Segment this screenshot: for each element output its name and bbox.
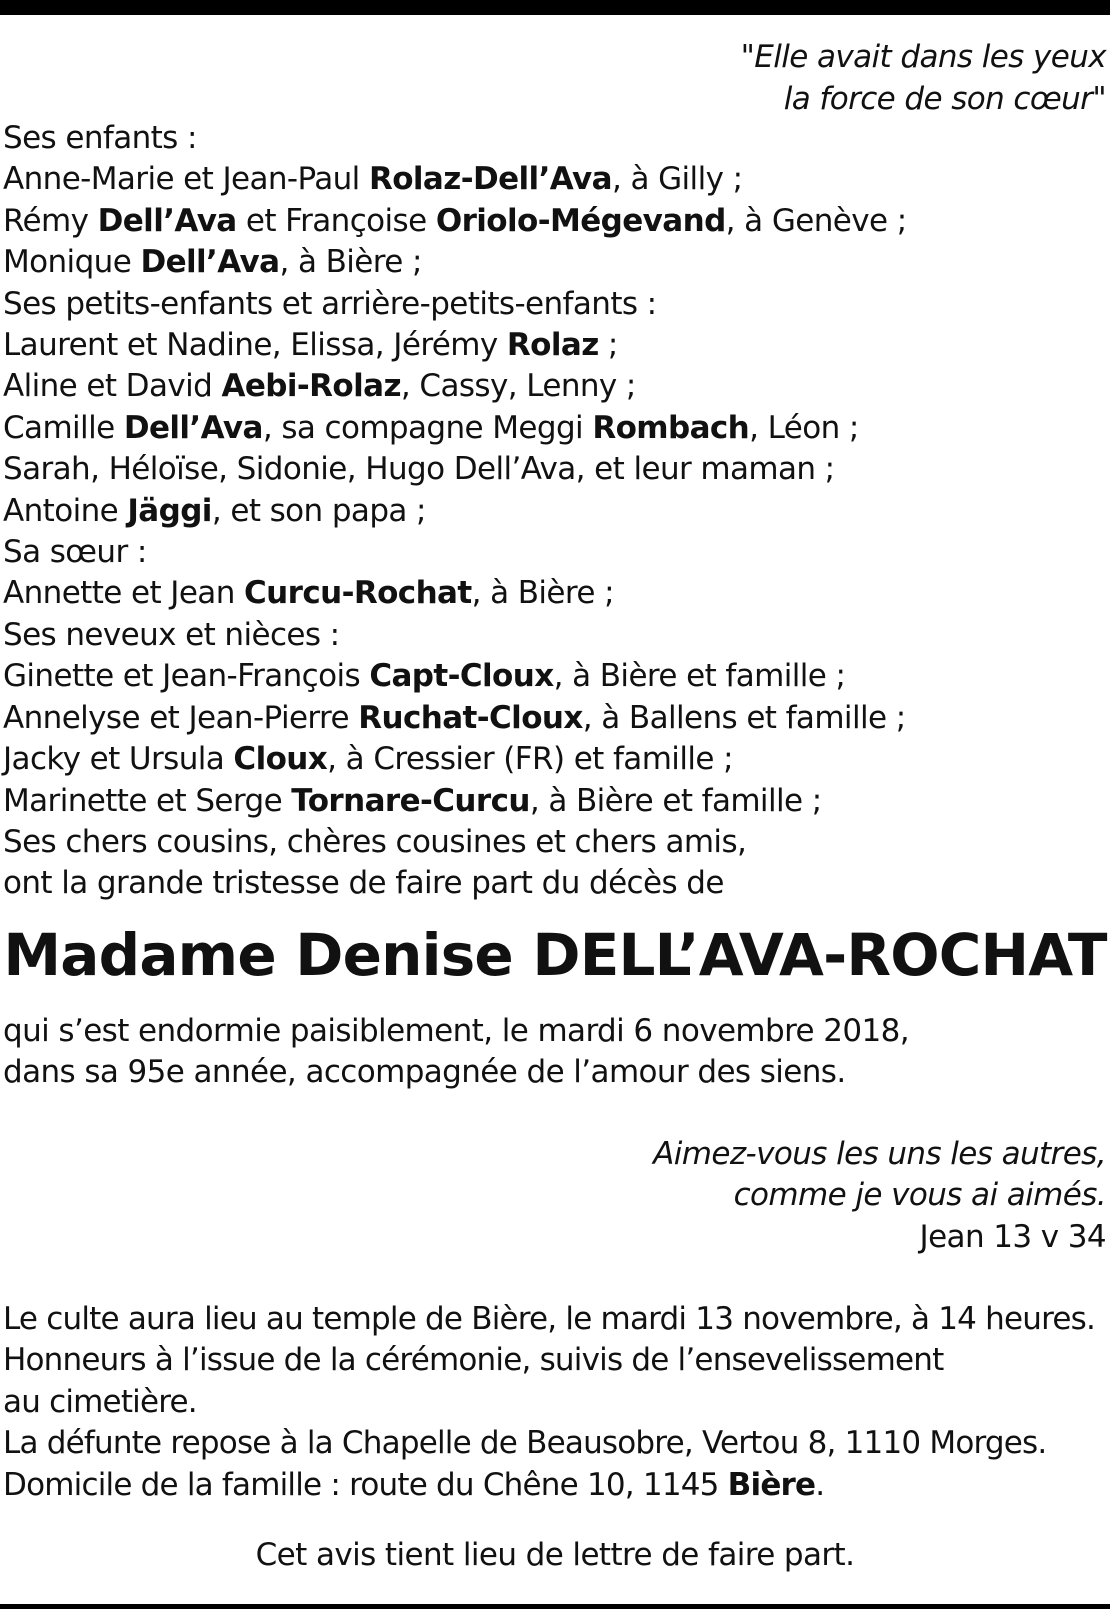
family-line [3,532,907,573]
family-surname: Capt-Cloux [369,658,554,695]
family-text: , et son papa ; [211,492,426,529]
family-text: Sa sœur : [3,534,147,571]
family-text: ont la grande tristesse de faire part du décès de [3,865,724,902]
family-list [3,118,907,905]
ceremony-line-1: Le culte aura lieu au temple de Bière, le mardi 13 novembre, à 14 heures. [3,1301,1096,1337]
ceremony-line-3: au cimetière. [3,1383,197,1420]
family-text: et Françoise [236,202,436,239]
closing-note: Cet avis tient lieu de lettre de faire part. [255,1537,855,1573]
family-text: Monique [3,244,141,281]
family-line [3,822,907,863]
epigraph-quote [741,36,1106,120]
ceremony-line-4: La défunte repose à la Chapelle de Beausobre, Vertou 8, 1110 Morges. [3,1425,1047,1462]
family-line [3,573,907,614]
family-text: Ses neveux et nièces : [3,616,340,653]
family-surname: Tornare-Curcu [291,782,530,819]
family-text: , Cassy, Lenny ; [400,368,636,405]
family-surname: Dell’Ava [97,202,237,239]
family-line [3,449,907,490]
family-text: , à Gilly ; [611,161,743,198]
family-text: Annelyse et Jean-Pierre [3,699,359,736]
family-line [3,491,907,532]
family-text: , à Bière et famille ; [529,782,822,819]
family-line [3,408,907,449]
passing-line-1: qui s’est endormie paisiblement, le mardi 6 novembre 2018, [3,1013,910,1049]
family-text: ; [598,327,618,364]
family-text: Marinette et Serge [3,782,292,819]
top-rule [0,0,1110,15]
family-text: Aline et David [3,368,222,405]
family-surname: Cloux [233,741,328,778]
domicile-town: Bière [727,1466,816,1503]
family-text: Ginette et Jean-François [3,658,370,695]
family-text: Ses chers cousins, chères cousines et chers amis, [3,823,747,860]
family-text: , à Genève ; [725,202,907,239]
family-line [3,201,907,242]
family-text: Jacky et Ursula [3,741,234,778]
domicile-text: Domicile de la famille : route du Chêne 10, 1145 [3,1466,728,1503]
passing-line-2: dans sa 95e année, accompagnée de l’amour des siens. [3,1054,846,1091]
family-text: , Léon ; [749,409,859,446]
family-text: , à Bière et famille ; [553,658,846,695]
family-surname: Rolaz-Dell’Ava [368,161,612,198]
verse-line-2: comme je vous ai aimés. [733,1177,1106,1214]
family-text: Sarah, Héloïse, Sidonie, Hugo Dell’Ava, et leur maman ; [3,451,835,488]
epigraph-line-1: "Elle avait dans les yeux [740,39,1106,75]
ceremony-line-2: Honneurs à l’issue de la cérémonie, suivis de l’ensevelissement [3,1342,944,1379]
family-text: Annette et Jean [3,575,245,612]
family-text: Camille [3,409,124,446]
family-surname: Curcu-Rochat [244,575,472,612]
family-line [3,656,907,697]
family-text: , à Bière ; [279,244,422,281]
family-line [3,159,907,200]
family-surname: Dell’Ava [140,244,280,281]
family-line [3,615,907,656]
family-line [3,863,907,904]
family-text: , à Ballens et famille ; [582,699,906,736]
family-surname: Rombach [592,409,750,446]
family-text: Ses enfants : [3,120,197,156]
bottom-rule [0,1604,1110,1609]
passing-announcement [3,1011,909,1094]
domicile-period: . [815,1466,825,1503]
family-text: , sa compagne Meggi [262,409,593,446]
family-text: Rémy [3,202,98,239]
family-text: Ses petits-enfants et arrière-petits-enfants : [3,285,657,322]
family-line [3,698,907,739]
epigraph-line-2: la force de son cœur" [783,81,1106,117]
family-text: Anne-Marie et Jean-Paul [3,161,369,198]
verse-reference: Jean 13 v 34 [919,1218,1106,1255]
family-surname: Jäggi [127,492,212,529]
family-line [3,366,907,407]
family-surname: Rolaz [506,327,599,364]
family-line [3,118,907,159]
ceremony-line-5 [3,1465,1095,1506]
verse-line-1: Aimez-vous les uns les autres, [653,1136,1106,1172]
family-surname: Aebi-Rolaz [221,368,401,405]
family-surname: Dell’Ava [123,409,263,446]
bible-verse [653,1134,1106,1258]
deceased-name: Madame Denise DELL’AVA-ROCHAT [3,921,1107,989]
family-line [3,739,907,780]
family-line [3,325,907,366]
family-line [3,284,907,325]
family-text: , à Cressier (FR) et famille ; [327,741,733,778]
family-line [3,781,907,822]
family-line [3,242,907,283]
family-text: Laurent et Nadine, Elissa, Jérémy [3,327,507,364]
family-text: Antoine [3,492,128,529]
ceremony-details [3,1299,1095,1506]
family-text: , à Bière ; [471,575,614,612]
family-surname: Oriolo-Mégevand [435,202,726,239]
family-surname: Ruchat-Cloux [358,699,583,736]
